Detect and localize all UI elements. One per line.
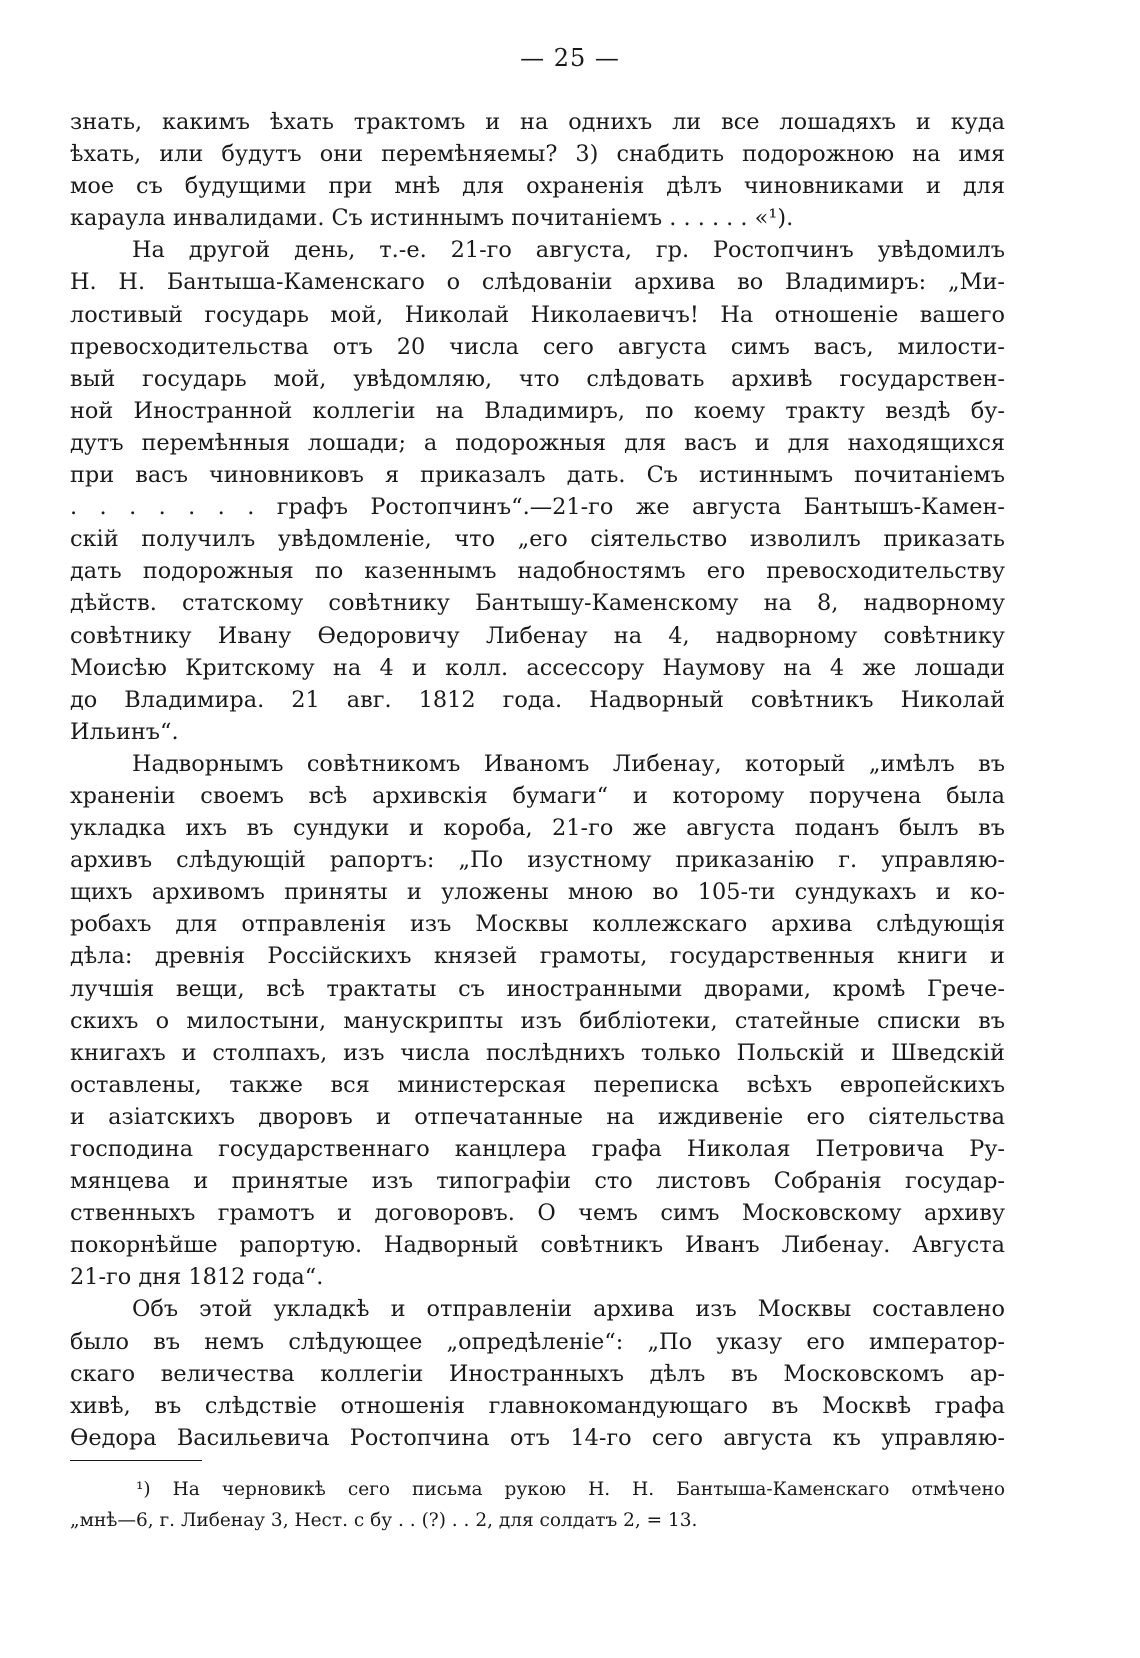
text-line: до Владимира. 21 авг. 1812 года. Надворный совѣтникъ Николай — [70, 686, 1005, 713]
paragraph-start-line: На другой день, т.-е. 21-го августа, гр. Ростопчинъ увѣдомилъ — [132, 237, 1005, 264]
text-line: скаго величества коллегіи Иностранныхъ дѣлъ въ Московскомъ ар- — [70, 1360, 1005, 1387]
text-line: Моисѣю Критскому на 4 и колл. ассессору Наумову на 4 же лошади — [70, 654, 1005, 681]
footnote — [70, 1474, 1005, 1536]
text-line: Ильинъ“. — [70, 718, 179, 745]
text-line: хивѣ, въ слѣдствіе отношенія главнокомандующаго въ Москвѣ графа — [70, 1392, 1005, 1419]
text-line: ной Иностранной коллегіи на Владимиръ, по коему тракту вездѣ бу- — [70, 397, 1005, 424]
text-line: совѣтнику Ивану Ѳедоровичу Либенау на 4, надворному совѣтнику — [70, 622, 1005, 649]
text-line: и азіатскихъ дворовъ и отпечатанные на иждивеніе его сіятельства — [70, 1103, 1005, 1130]
text-line: дѣла: древнія Россійскихъ князей грамоты, государственныя книги и — [70, 943, 1005, 970]
text-line: лучшія вещи, всѣ трактаты съ иностранными дворами, кромѣ Грече- — [70, 975, 1005, 1002]
text-line: вый государь мой, увѣдомляю, что слѣдовать архивѣ государствен- — [70, 365, 1005, 392]
text-line: дать подорожныя по казеннымъ надобностямъ его превосходительству — [70, 558, 1005, 585]
text-line: дѣйств. статскому совѣтнику Бантышу-Каменскому на 8, надворному — [70, 590, 1005, 617]
text-line: знать, какимъ ѣхать трактомъ и на однихъ ли все лошадяхъ и куда — [70, 109, 1005, 135]
text-line: караула инвалидами. Съ истиннымъ почитаніемъ . . . . . . «¹). — [70, 205, 794, 232]
main-text — [70, 106, 1005, 1454]
text-line: мянцева и принятые изъ типографіи сто листовъ Собранія государ- — [70, 1168, 1005, 1195]
text-line: господина государственнаго канцлера графа Николая Петровича Ру- — [70, 1136, 1005, 1162]
text-line: оставлены, также вся министерская переписка всѣхъ европейскихъ — [70, 1071, 1005, 1098]
page-number: — 25 — — [520, 44, 620, 72]
text-line: щихъ архивомъ приняты и уложены мною во 105-ти сундукахъ и ко- — [70, 879, 1005, 906]
text-line: укладка ихъ въ сундуки и короба, 21-го же августа поданъ былъ въ — [70, 815, 1005, 842]
text-line: ѣхать, или будутъ они перемѣняемы? 3) снабдить подорожною на имя — [70, 141, 1005, 168]
text-line: храненіи своемъ всѣ архивскія бумаги“ и которому поручена была — [70, 782, 1005, 809]
text-line: покорнѣйше рапортую. Надворный совѣтникъ Иванъ Либенау. Августа — [70, 1232, 1005, 1259]
text-line: скихъ о милостыни, манускрипты изъ библіотеки, статейные списки въ — [70, 1007, 1005, 1034]
paragraph-start-line: Надворнымъ совѣтникомъ Иваномъ Либенау, который „имѣлъ въ — [132, 750, 1005, 777]
text-line: мое съ будущими при мнѣ для охраненія дѣлъ чиновниками и для — [70, 173, 1005, 200]
text-line: робахъ для отправленія изъ Москвы коллежскаго архива слѣдующія — [70, 911, 1005, 938]
text-line: . . . . . . . графъ Ростопчинъ“.—21-го же августа Бантышъ-Камен- — [70, 494, 1005, 521]
text-line: лостивый государь мой, Николай Николаевичъ! На отношеніе вашего — [70, 301, 1005, 328]
footnote-line: ¹) На черновикѣ сего письма рукою Н. Н. Бантыша-Каменскаго отмѣчено — [136, 1479, 1005, 1500]
text-line: дутъ перемѣнныя лошади; а подорожныя для васъ и для находящихся — [70, 429, 1005, 456]
text-line: архивъ слѣдующій рапортъ: „По изустному приказанію г. управляю- — [70, 847, 1005, 874]
text-line: ственныхъ грамотъ и договоровъ. О чемъ симъ Московскому архиву — [70, 1200, 1005, 1227]
text-line: при васъ чиновниковъ я приказалъ дать. Съ истиннымъ почитаніемъ — [70, 462, 1005, 489]
footnote-divider — [70, 1460, 202, 1461]
text-line: было въ немъ слѣдующее „опредѣленіе“: „По указу его император- — [70, 1328, 1005, 1355]
text-line: скій получилъ увѣдомленіе, что „его сіятельство изволилъ приказать — [70, 526, 1005, 553]
footnote-line: „мнѣ—6, г. Либенау 3, Нест. с бу . . (?) . . 2, для солдатъ 2, = 13. — [70, 1510, 698, 1531]
text-line: превосходительства отъ 20 числа сего августа симъ васъ, милости- — [70, 333, 1005, 360]
text-line: Н. Н. Бантыша-Каменскаго о слѣдованіи архива во Владимиръ: „Ми- — [70, 269, 1005, 296]
text-line: книгахъ и столпахъ, изъ числа послѣднихъ только Польскій и Шведскій — [70, 1039, 1005, 1066]
text-line: Ѳедора Васильевича Ростопчина отъ 14-го сего августа къ управляю- — [70, 1424, 1005, 1451]
text-line: 21-го дня 1812 года“. — [70, 1264, 324, 1291]
paragraph-start-line: Объ этой укладкѣ и отправленіи архива изъ Москвы составлено — [132, 1296, 1005, 1323]
